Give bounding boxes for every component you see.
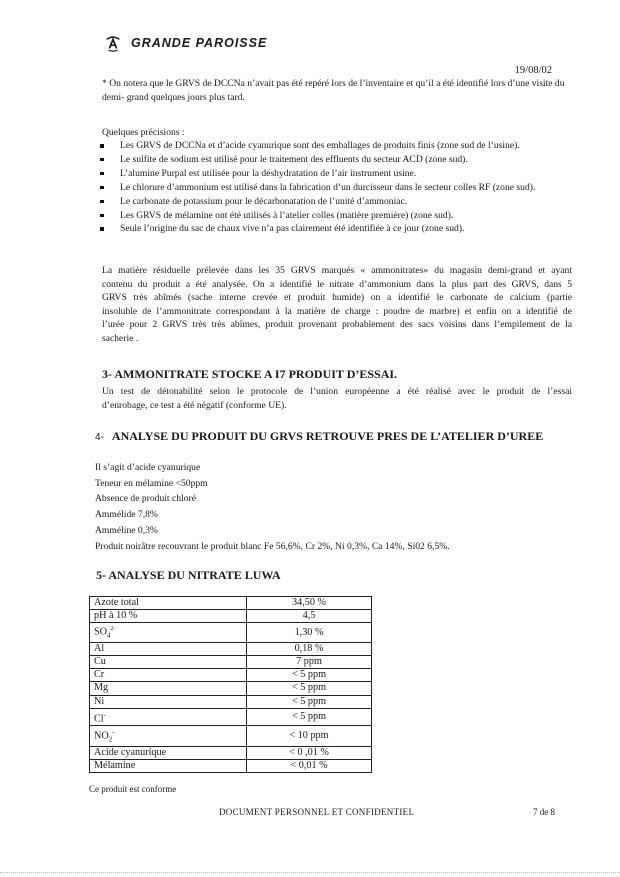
- table-row: [90, 597, 372, 610]
- document-date: 19/08/02: [514, 65, 552, 76]
- section-5-heading: 5- ANALYSE DU NITRATE LUWA: [96, 568, 281, 582]
- table-cell-value: < 5 ppm: [247, 695, 372, 708]
- table-row: [90, 746, 372, 759]
- table-cell-label: Azote total: [90, 597, 247, 610]
- table-cell-value: < 0,01 %: [247, 759, 372, 772]
- table-cell-value: < 5 ppm: [247, 682, 372, 695]
- table-row: [90, 695, 372, 708]
- list-item: Le sulfite de sodium est utilisé pour le traitement des effluents du secteur ACD (zone sud).: [98, 153, 578, 167]
- footer-confidential: DOCUMENT PERSONNEL ET CONFIDENTIEL: [219, 807, 415, 817]
- bullet-icon: [100, 144, 104, 148]
- table-cell-value: < 10 ppm: [247, 726, 372, 746]
- paragraph-line: contenu du produit a été analysée. On a identifié le nitrate d’ammonium dans la plus part des GRVS, dans 5: [102, 278, 572, 290]
- analysis-line: Ammélide 7,8%: [95, 509, 158, 521]
- table-cell-label: $NO_2^-$: [90, 726, 247, 746]
- table-row: [90, 759, 372, 772]
- company-logo: [104, 34, 267, 52]
- table-cell-label: Al: [90, 642, 247, 655]
- list-item: Les GRVS de mélamine ont été utilisés à l’atelier colles (matière première) (zone sud).: [98, 209, 578, 223]
- company-name: GRANDE PAROISSE: [131, 36, 268, 50]
- paragraph-line: GRVS très abîmés (sache interne crevée et produit humide) on a identifié le carbonate de calcium (partie: [102, 292, 572, 304]
- analysis-line: Teneur en mélamine <50ppm: [95, 477, 208, 489]
- table-row: [90, 655, 372, 668]
- table-cell-value: < 5 ppm: [247, 669, 372, 682]
- conformity-statement: Ce produit est conforme: [89, 784, 177, 794]
- paragraph-line: Un test de détonabilité selon le protocole de l’union européenne a été réalisé avec le produit de l’essai: [102, 386, 572, 397]
- list-item: L’alumine Purpal est utilisée pour la déshydratation de l’air instrument usine.: [98, 167, 578, 181]
- paragraph-line: l’urée pour 2 GRVS très très abîmes, produit provenant probablement des sacs voisins dans l’empilement de la: [102, 319, 572, 331]
- detonability-test-paragraph: [102, 385, 572, 412]
- scan-edge-divider: [0, 872, 620, 873]
- table-cell-label: Mg: [90, 682, 247, 695]
- grande-paroisse-logo-icon: [104, 34, 122, 52]
- bullet-icon: [100, 186, 104, 190]
- bullet-icon: [100, 214, 104, 218]
- list-item: Le carbonate de potassium pour le décarbonatation de l’unité d’ammoniac.: [98, 195, 578, 209]
- grvs-product-analysis: [95, 460, 450, 554]
- table-row: [90, 642, 372, 655]
- list-item: Seule l’origine du sac de chaux vive n’a pas clairement été identifiée à ce jour (zone sud).: [98, 222, 578, 236]
- table-cell-label: $SO_4^{2-}$: [90, 623, 247, 642]
- table-row: [90, 669, 372, 682]
- bullet-icon: [100, 227, 104, 231]
- table-cell-label: Acide cyanurique: [90, 746, 247, 759]
- analysis-line: Il s’agit d’acide cyanurique: [95, 462, 201, 473]
- analysis-line: Produit noirâtre recouvrant le produit blanc Fe 56,6%, Cr 2%, Ni 0,3%, Ca 14%, Si02 6,5%.: [95, 540, 450, 552]
- luwa-analysis-table: [89, 596, 372, 773]
- table-cell-value: 0,18 %: [247, 642, 372, 655]
- analysis-line: Absence de produit chloré: [95, 493, 196, 505]
- bullet-icon: [100, 200, 104, 204]
- paragraph-line: La matière résiduelle prélevée dans les 35 GRVS marqués « ammonitrates» du magasin demi-grand et ayant: [102, 265, 572, 276]
- table-cell-label: Cu: [90, 655, 247, 668]
- page-number: 7 de 8: [533, 807, 555, 817]
- bullet-icon: [100, 158, 104, 162]
- table-cell-value: 34,50 %: [247, 597, 372, 610]
- table-cell-value: 1,30 %: [247, 623, 372, 642]
- list-item: Les GRVS de DCCNa et d’acide cyanurique sont des emballages de produits finis (zone sud de l’usine).: [98, 139, 578, 153]
- section-3-heading: 3- AMMONITRATE STOCKE A I7 PRODUIT D’ESSAI.: [102, 367, 398, 381]
- table-cell-label: Mélamine: [90, 759, 247, 772]
- paragraph-line: d’enrobage, ce test a été négatif (conforme UE).: [102, 399, 287, 411]
- table-cell-label: pH à 10 %: [90, 610, 247, 623]
- inventory-note: * On notera que le GRVS de DCCNa n’avait pas été repéré lors de l’inventaire et qu’il a été identifié lors d’une visite du demi- grand quelques jours plus tard.: [102, 78, 565, 103]
- table-cell-value: < 5 ppm: [247, 708, 372, 725]
- paragraph-line: sacherie .: [102, 332, 139, 344]
- table-cell-value: < 0 ,01 %: [247, 746, 372, 759]
- paragraph-line: insoluble de l’ammonitrate correspondant à la matière de charge : poudre de marbre) et enfin on a identifié de: [102, 305, 572, 317]
- table-row: [90, 682, 372, 695]
- precisions-heading: Quelques précisions :: [102, 127, 185, 138]
- table-cell-value: 7 ppm: [247, 655, 372, 668]
- list-item: Le chlorure d’ammonium est utilisé dans la fabrication d’un durcisseur dans le secteur colles RF (zone sud).: [98, 181, 578, 195]
- bullet-icon: [100, 172, 104, 176]
- residual-material-paragraph: [102, 264, 572, 346]
- section-number: 4-: [95, 432, 104, 443]
- table-cell-value: 4,5: [247, 610, 372, 623]
- table-row: [90, 708, 372, 725]
- analysis-line: Amméline 0,3%: [95, 524, 158, 536]
- table-row: [90, 610, 372, 623]
- table-row: [90, 726, 372, 746]
- table-row: [90, 623, 372, 642]
- table-cell-label: Cr: [90, 669, 247, 682]
- table-cell-label: Cl-: [90, 708, 247, 725]
- section-title: ANALYSE DU PRODUIT DU GRVS RETROUVE PRES DE L’ATELIER D’UREE: [111, 429, 544, 443]
- section-4-heading: [95, 429, 543, 444]
- table-cell-label: Ni: [90, 695, 247, 708]
- precisions-list: [98, 139, 578, 236]
